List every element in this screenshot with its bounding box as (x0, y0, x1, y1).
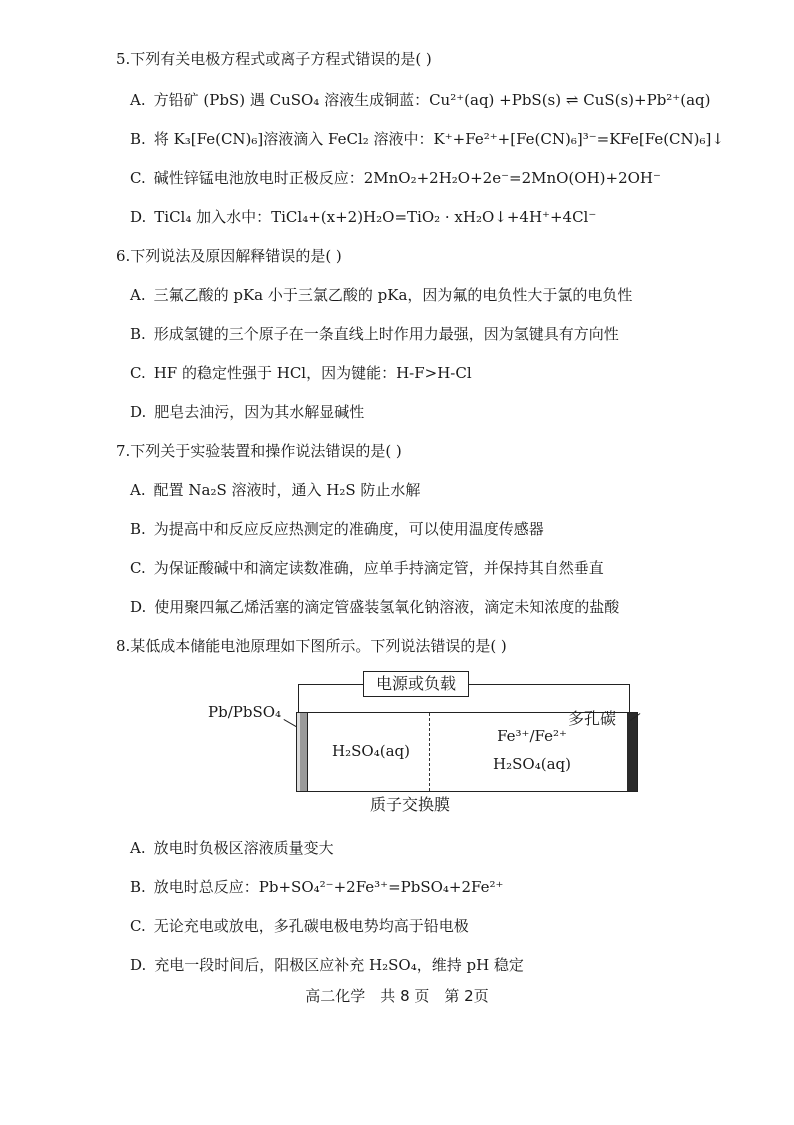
carbon-electrode-label: 多孔碳 (568, 709, 617, 728)
option-label: D. (130, 403, 147, 421)
question-8-option-c (130, 916, 469, 936)
option-label: D. (130, 208, 147, 226)
option-label: C. (130, 169, 146, 187)
option-label: B. (130, 520, 146, 538)
question-7-option-b (130, 519, 544, 539)
question-8-option-b (130, 877, 503, 897)
option-text: HF 的稳定性强于 HCl，因为键能：H-F>H-Cl (153, 364, 472, 382)
question-5-option-b (130, 129, 724, 149)
lead-electrode-label: Pb/PbSO₄ (208, 703, 282, 721)
option-text: 放电时负极区溶液质量变大 (153, 839, 334, 857)
question-5-option-c (130, 168, 661, 188)
option-text: 为提高中和反应反应热测定的准确度，可以使用温度传感器 (153, 520, 544, 538)
question-7-option-d (130, 597, 619, 617)
option-label: B. (130, 325, 146, 343)
question-5-option-a (130, 90, 710, 110)
option-text: 为保证酸碱中和滴定读数准确，应单手持滴定管，并保持其自然垂直 (153, 559, 604, 577)
question-7-stem: 7.下列关于实验装置和操作说法错误的是( ) (116, 442, 402, 460)
option-label: C. (130, 559, 146, 577)
option-text: 使用聚四氟乙烯活塞的滴定管盛装氢氧化钠溶液，滴定未知浓度的盐酸 (154, 598, 620, 616)
option-text: 无论充电或放电，多孔碳电极电势均高于铅电极 (153, 917, 469, 935)
option-label: A. (130, 286, 146, 304)
porous-carbon-electrode (627, 713, 637, 791)
question-8-option-d (130, 955, 524, 975)
option-label: D. (130, 598, 147, 616)
question-8-stem: 8.某低成本储能电池原理如下图所示。下列说法错误的是( ) (116, 637, 507, 655)
option-text: 放电时总反应：Pb+SO₄²⁻+2Fe³⁺=PbSO₄+2Fe²⁺ (153, 878, 504, 896)
option-text: TiCl₄ 加入水中：TiCl₄+(x+2)H₂O=TiO₂ · xH₂O↓+4H⁺+4Cl⁻ (154, 208, 597, 226)
lead-electrode (297, 713, 308, 791)
question-6-option-c (130, 363, 472, 383)
option-label: D. (130, 956, 147, 974)
option-label: A. (130, 481, 146, 499)
anode-solution-label: H₂SO₄(aq) (332, 742, 410, 760)
question-6-option-d (130, 402, 364, 422)
option-label: A. (130, 839, 146, 857)
option-text: 方铅矿 (PbS) 遇 CuSO₄ 溶液生成铜蓝：Cu²⁺(aq) +PbS(s) ⇌ CuS(s)+Pb²⁺(aq) (153, 91, 711, 109)
question-6-option-b (130, 324, 619, 344)
question-7-option-c (130, 558, 604, 578)
option-text: 碱性锌锰电池放电时正极反应：2MnO₂+2H₂O+2e⁻=2MnO(OH)+2OH⁻ (153, 169, 661, 187)
proton-exchange-membrane (429, 713, 430, 791)
lead-electrode-coating (297, 713, 300, 791)
option-text: 肥皂去油污，因为其水解显碱性 (154, 403, 365, 421)
cathode-ions-label: Fe³⁺/Fe²⁺ (497, 727, 567, 745)
option-label: A. (130, 91, 146, 109)
question-7-option-a (130, 480, 420, 500)
question-8-option-a (130, 838, 334, 858)
power-or-load-box: 电源或负载 (363, 671, 469, 697)
option-text: 充电一段时间后，阳极区应补充 H₂SO₄，维持 pH 稳定 (154, 956, 524, 974)
question-5-option-d (130, 207, 596, 227)
option-text: 三氟乙酸的 pKa 小于三氯乙酸的 pKa，因为氟的电负性大于氯的电负性 (153, 286, 633, 304)
option-label: B. (130, 130, 146, 148)
cathode-solution-label: H₂SO₄(aq) (493, 755, 571, 773)
question-5-stem: 5.下列有关电极方程式或离子方程式错误的是( ) (116, 50, 432, 68)
option-text: 形成氢键的三个原子在一条直线上时作用力最强，因为氢键具有方向性 (153, 325, 619, 343)
question-6-option-a (130, 285, 632, 305)
page-footer: 高二化学 共 8 页 第 2页 (305, 987, 489, 1005)
option-label: C. (130, 364, 146, 382)
option-text: 将 K₃[Fe(CN)₆]溶液滴入 FeCl₂ 溶液中：K⁺+Fe²⁺+[Fe(CN)₆]³⁻=KFe[Fe(CN)₆]↓ (153, 130, 724, 148)
option-label: B. (130, 878, 146, 896)
option-label: C. (130, 917, 146, 935)
question-6-stem: 6.下列说法及原因解释错误的是( ) (116, 247, 342, 265)
battery-diagram (200, 668, 650, 828)
membrane-label: 质子交换膜 (370, 795, 451, 814)
option-text: 配置 Na₂S 溶液时，通入 H₂S 防止水解 (153, 481, 421, 499)
